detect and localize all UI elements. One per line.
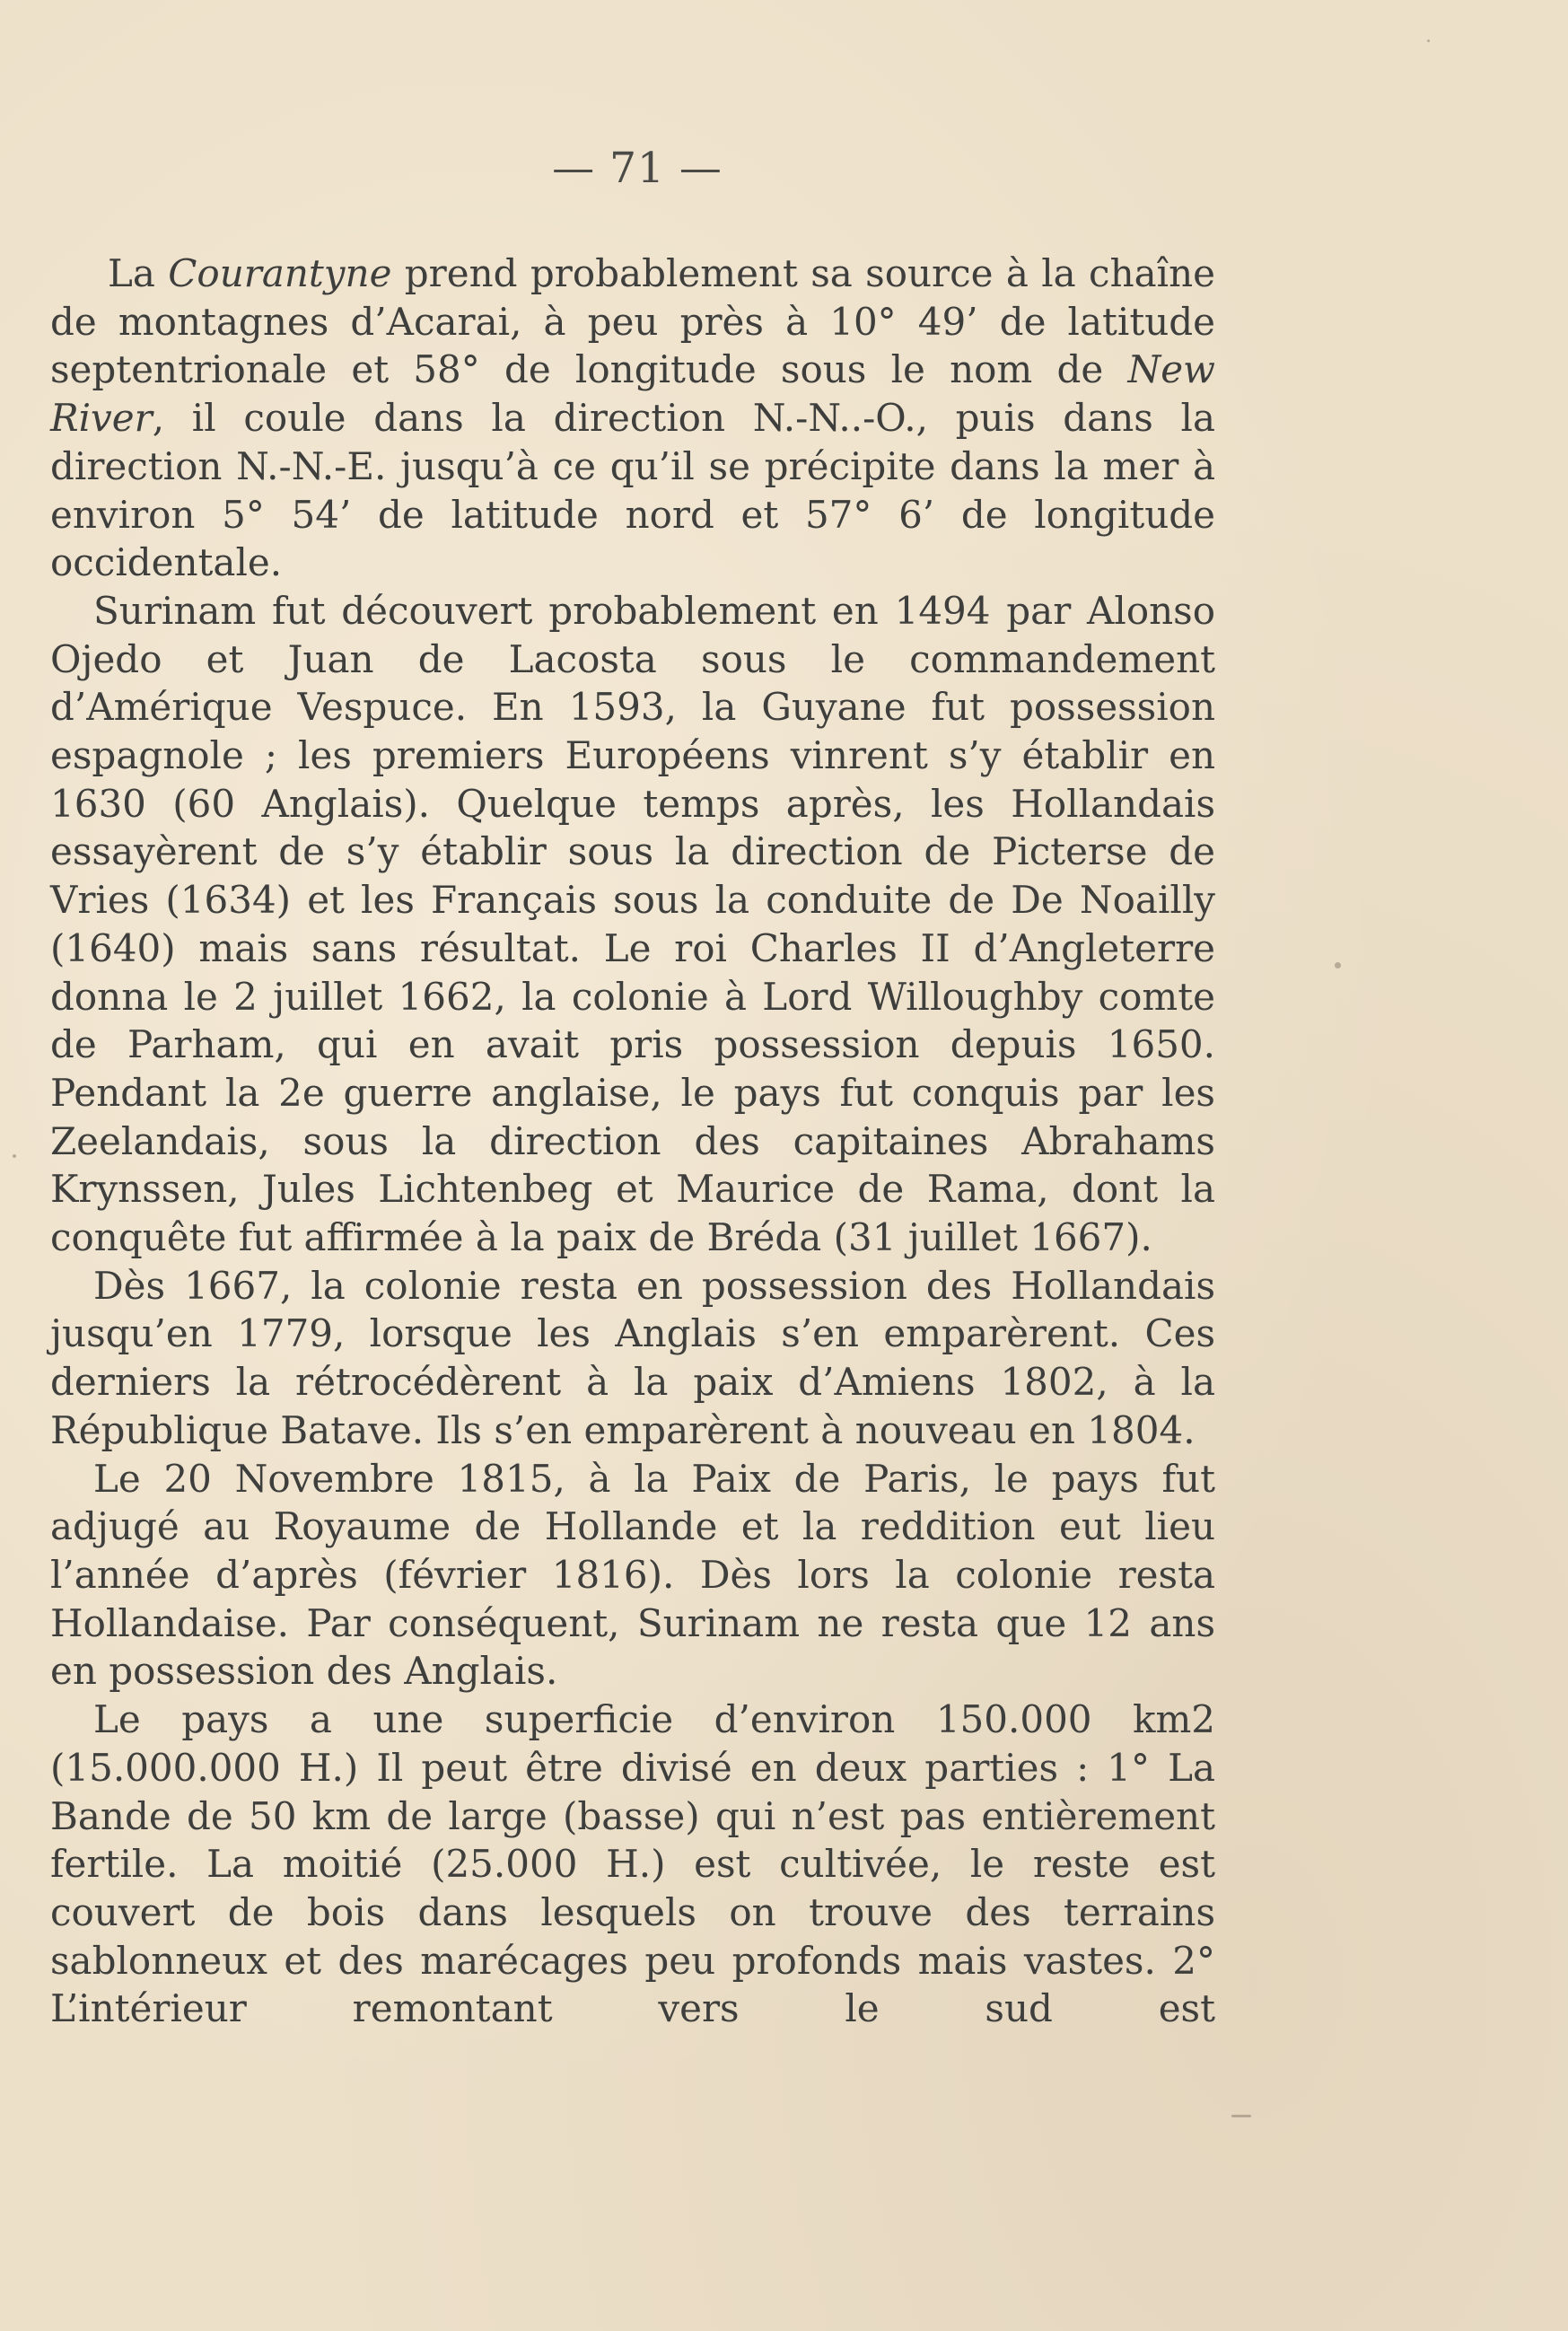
- paragraph: [50, 1262, 1215, 1455]
- text-segment: Dès 1667, la colonie resta en possession des Hollandais jusqu’en 1779, lorsque les Anglais s’en emparèrent. Ces derniers la rétrocédèrent à la paix d’Amiens 1802, à la République Batave. Ils s’en emparèrent à nouveau en 1804.: [50, 1263, 1215, 1452]
- paragraph: [50, 587, 1215, 1262]
- text-segment: Le 20 Novembre 1815, à la Paix de Paris, le pays fut adjugé au Royaume de Hollande et la reddition eut lieu l’année d’après (février 1816). Dès lors la colonie resta Hollandaise. Par conséquent, Surinam ne resta que 12 ans en possession des Anglais.: [50, 1456, 1215, 1694]
- paper-speck: [1231, 2115, 1251, 2117]
- text-segment: Le pays a une superficie d’environ 150.000 km2 (15.000.000 H.) Il peut être divisé en deux parties : 1° La Bande de 50 km de large (basse) qui n’est pas entièrement fertile. La moitié (25.000 H.) est cultivée, le reste est couvert de bois dans lesquels on trouve des terrains sablonneux et des marécages peu profonds mais vastes. 2° L’intérieur remontant vers le sud est: [50, 1697, 1215, 2031]
- text-segment: prend probablement sa source à la chaîne de montagnes d’Acarai, à peu près à 10° 49’ de latitude septentrionale et 58° de longitude sous le nom de: [50, 251, 1215, 392]
- paper-speck: [13, 1154, 16, 1158]
- paper-speck: [1335, 962, 1341, 968]
- text-segment: La: [108, 251, 169, 295]
- page-number: — 71 —: [552, 144, 723, 193]
- body-text: [50, 250, 1215, 2033]
- paragraph: [50, 1455, 1215, 1696]
- river-name-italic: Courantyne: [168, 251, 392, 295]
- paragraph: [50, 1696, 1215, 2033]
- paper-speck: [1427, 39, 1430, 42]
- text-segment: Surinam fut découvert probablement en 1494 par Alonso Ojedo et Juan de Lacosta sous le commandement d’Amérique Vespuce. En 1593, la Guyane fut possession espagnole ; les premiers Européens vinrent s’y établir en 1630 (60 Anglais). Quelque temps après, les Hollandais essayèrent de s’y établir sous la direction de Picterse de Vries (1634) et les Français sous la conduite de De Noailly (1640) mais sans résultat. Le roi Charles II d’Angleterre donna le 2 juillet 1662, la colonie à Lord Willoughby comte de Parham, qui en avait pris possession depuis 1650. Pendant la 2e guerre anglaise, le pays fut conquis par les Zeelandais, sous la direction des capitaines Abrahams Krynssen, Jules Lichtenbeg et Maurice de Rama, dont la conquête fut affirmée à la paix de Bréda (31 juillet 1667).: [50, 588, 1215, 1260]
- paragraph: [50, 250, 1215, 587]
- text-segment: , il coule dans la direction N.-N..-O., puis dans la direction N.-N.-E. jusqu’à ce qu’il se précipite dans la mer à environ 5° 54’ de latitude nord et 57° 6’ de longitude occidentale.: [50, 396, 1215, 585]
- river-name-italic: New River: [50, 347, 1215, 441]
